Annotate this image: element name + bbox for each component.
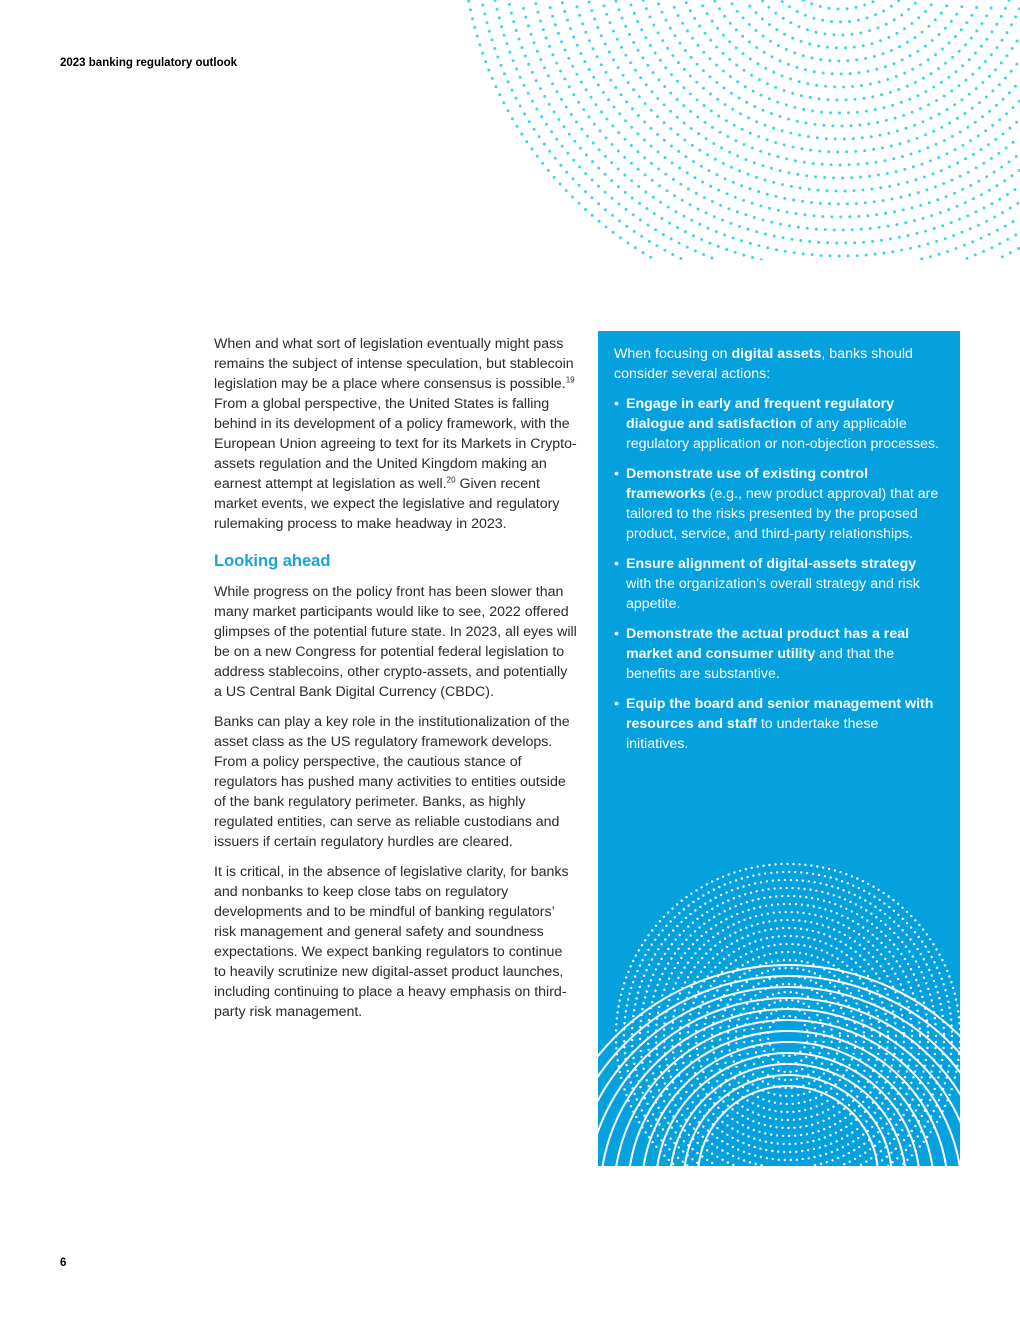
- action-list-item: • Equip the board and senior management with resources and staff to undertake these initiatives.: [614, 696, 934, 752]
- footnote-ref[interactable]: 19: [565, 375, 575, 385]
- body-paragraph: While progress on the policy front has been slower than many market participants would like to see, 2022 offered glimpses of the potential future state. In 2023, all eyes will be on a new Congress for potential federal legislation to address stablecoins, other crypto-assets, and potentially a US Central Bank Digital Currency (CBDC).: [214, 584, 577, 700]
- bullet-icon: •: [614, 696, 619, 712]
- bullet-icon: •: [614, 626, 619, 642]
- action-list-item: • Demonstrate use of existing control frameworks (e.g., new product approval) that are tailored to the risks presented by the proposed product, service, and third-party relationships.: [614, 466, 939, 542]
- dotted-arcs-decoration: [420, 0, 1020, 260]
- action-list-item: • Ensure alignment of digital-assets strategy with the organization’s overall strategy and risk appetite.: [614, 556, 920, 612]
- body-paragraph: When and what sort of legislation eventually might pass remains the subject of intense speculation, but stablecoin legislation may be a place where consensus is possible.$^{19}$ From a global perspective, the United States is falling behind in its development of a policy framework, with the European Union agreeing to text for its Markets in Crypto-assets regulation and the United Kingdom making an earnest attempt at legislation as well.$^{20}$ Given recent market events, we expect the legislative and regulatory rulemaking process to make headway in 2023.: [214, 336, 577, 532]
- bullet-icon: •: [614, 466, 619, 482]
- body-paragraph: Banks can play a key role in the institutionalization of the asset class as the US regulatory framework develops. From a policy perspective, the cautious stance of regulators has pushed many activities to entities outside of the bank regulatory perimeter. Banks, as highly regulated entities, can serve as reliable custodians and issuers if certain regulatory hurdles are cleared.: [214, 714, 570, 850]
- action-list: [614, 394, 944, 754]
- white-dotted-arcs-decoration: [598, 836, 960, 1166]
- section-heading: Looking ahead: [214, 552, 331, 570]
- page-number: 6: [60, 1257, 67, 1269]
- footnote-ref[interactable]: 20: [446, 475, 456, 485]
- callout-intro: When focusing on digital assets, banks should consider several actions:: [614, 346, 913, 382]
- document-header-title: 2023 banking regulatory outlook: [60, 57, 238, 69]
- body-paragraph: It is critical, in the absence of legislative clarity, for banks and nonbanks to keep close tabs on regulatory developments and to be mindful of banking regulators’ risk management and general safety and soundness expectations. We expect banking regulators to continue to heavily scrutinize new digital-asset product launches, including continuing to place a heavy emphasis on third-party risk management.: [214, 864, 569, 1020]
- bullet-icon: •: [614, 556, 619, 572]
- bullet-icon: •: [614, 396, 619, 412]
- callout-text: [614, 344, 944, 764]
- action-list-item: • Engage in early and frequent regulatory dialogue and satisfaction of any applicable regulatory application or non-objection processes.: [614, 396, 940, 452]
- action-list-item: • Demonstrate the actual product has a real market and consumer utility and that the benefits are substantive.: [614, 626, 910, 682]
- digital-assets-callout-box: [598, 331, 960, 1166]
- main-text-column: [214, 334, 578, 1032]
